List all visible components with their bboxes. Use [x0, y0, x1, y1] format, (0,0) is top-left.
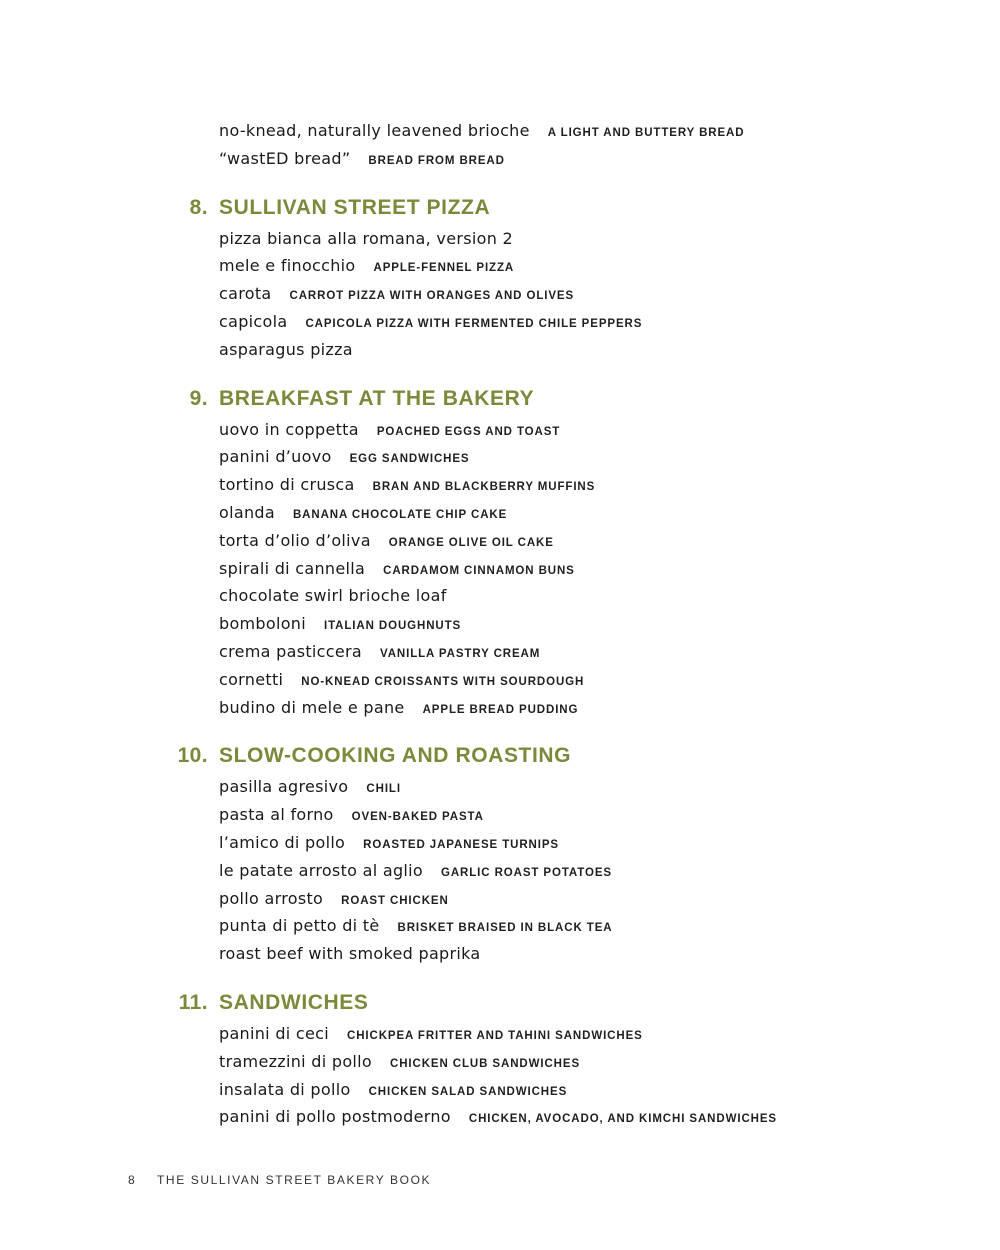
- list-item: [219, 1022, 643, 1046]
- recipe-name: crema pasticcera: [219, 642, 362, 661]
- recipe-description: POACHED EGGS AND TOAST: [376, 425, 561, 438]
- chapter-heading: [150, 741, 571, 771]
- list-item: [219, 147, 505, 171]
- recipe-description: NO-KNEAD CROISSANTS WITH SOURDOUGH: [301, 675, 585, 688]
- list-item: [219, 445, 470, 469]
- list-item: [219, 338, 353, 362]
- recipe-name: pollo arrosto: [219, 888, 324, 908]
- recipe-name: panini di pollo postmoderno: [219, 1107, 451, 1127]
- chapter-title: SULLIVAN STREET PIZZA: [219, 195, 491, 219]
- recipe-name: cornetti: [219, 669, 284, 689]
- recipe-name: uovo in coppetta: [219, 419, 359, 439]
- recipe-name: panini di ceci: [219, 1024, 329, 1043]
- chapter-heading: [150, 988, 369, 1018]
- recipe-description: CARROT PIZZA WITH ORANGES AND OLIVES: [289, 290, 575, 303]
- recipe-name: pasilla agresivo: [219, 777, 349, 797]
- list-item: [219, 418, 560, 442]
- chapter-heading: [150, 193, 490, 223]
- page-footer: [128, 1173, 431, 1187]
- recipe-description: BRISKET BRAISED IN BLACK TEA: [397, 922, 613, 935]
- list-item: [219, 1105, 777, 1129]
- recipe-name: panini d’uovo: [219, 447, 332, 467]
- recipe-name: olanda: [219, 503, 275, 522]
- list-item: [219, 282, 574, 306]
- recipe-description: CHICKEN SALAD SANDWICHES: [368, 1085, 568, 1098]
- list-item: [219, 119, 744, 143]
- list-item: [219, 473, 595, 497]
- list-item: [219, 942, 481, 966]
- list-item: [219, 612, 461, 636]
- recipe-name: mele e finocchio: [219, 256, 356, 276]
- list-item: [219, 887, 449, 911]
- recipe-description: CARDAMOM CINNAMON BUNS: [383, 564, 575, 577]
- list-item: [219, 557, 575, 581]
- chapter-number: 10.: [177, 744, 208, 768]
- list-item: [219, 668, 584, 692]
- list-item: [219, 254, 514, 278]
- recipe-name: pizza bianca alla romana, version 2: [219, 228, 513, 248]
- recipe-description: ROAST CHICKEN: [341, 894, 449, 907]
- recipe-description: ROASTED JAPANESE TURNIPS: [363, 839, 559, 851]
- list-item: [219, 501, 507, 525]
- recipe-name: “wastED bread”: [219, 148, 351, 168]
- list-item: [219, 1078, 567, 1102]
- recipe-name: l’amico di pollo: [219, 833, 346, 852]
- chapter-heading: [150, 384, 534, 414]
- recipe-name: asparagus pizza: [219, 339, 353, 359]
- recipe-name: pasta al forno: [219, 805, 334, 825]
- recipe-description: A LIGHT AND BUTTERY BREAD: [547, 127, 745, 139]
- recipe-description: BREAD FROM BREAD: [368, 154, 505, 167]
- recipe-name: chocolate swirl brioche loaf: [219, 586, 447, 606]
- recipe-name: spirali di cannella: [219, 558, 366, 578]
- chapter-number: 8.: [189, 195, 208, 219]
- list-item: [219, 584, 447, 608]
- recipe-description: BRAN AND BLACKBERRY MUFFINS: [372, 481, 596, 494]
- recipe-name: tortino di crusca: [219, 475, 355, 495]
- page-number: 8: [128, 1173, 137, 1187]
- recipe-name: bomboloni: [219, 614, 306, 634]
- list-item: [219, 640, 540, 664]
- list-item: [219, 1050, 580, 1074]
- recipe-description: CHICKEN, AVOCADO, AND KIMCHI SANDWICHES: [468, 1113, 777, 1126]
- recipe-name: tramezzini di pollo: [219, 1051, 373, 1071]
- recipe-description: BANANA CHOCOLATE CHIP CAKE: [292, 509, 508, 521]
- list-item: [219, 529, 554, 553]
- recipe-name: insalata di pollo: [219, 1079, 351, 1099]
- recipe-description: CHILI: [366, 783, 401, 796]
- recipe-name: carota: [219, 284, 272, 304]
- recipe-description: ITALIAN DOUGHNUTS: [324, 620, 462, 633]
- chapter-title: SLOW-COOKING AND ROASTING: [219, 744, 572, 768]
- list-item: [219, 859, 612, 883]
- list-item: [219, 803, 484, 827]
- recipe-description: APPLE BREAD PUDDING: [422, 703, 579, 716]
- list-item: [219, 775, 401, 799]
- recipe-description: OVEN-BAKED PASTA: [351, 811, 484, 824]
- list-item: [219, 310, 642, 334]
- list-item: [219, 696, 578, 720]
- recipe-name: budino di mele e pane: [219, 697, 405, 717]
- recipe-name: roast beef with smoked paprika: [219, 944, 481, 964]
- running-title: THE SULLIVAN STREET BAKERY BOOK: [157, 1173, 432, 1187]
- recipe-description: CHICKEN CLUB SANDWICHES: [390, 1057, 581, 1070]
- list-item: [219, 831, 559, 855]
- recipe-description: GARLIC ROAST POTATOES: [441, 866, 612, 879]
- list-item: [219, 914, 612, 938]
- chapter-number: 9.: [189, 386, 208, 410]
- recipe-description: VANILLA PASTRY CREAM: [379, 648, 541, 660]
- recipe-name: torta d’olio d’oliva: [219, 530, 371, 550]
- chapter-title: SANDWICHES: [219, 991, 369, 1014]
- list-item: [219, 227, 513, 251]
- recipe-description: CAPICOLA PIZZA WITH FERMENTED CHILE PEPPERS: [305, 318, 643, 330]
- recipe-description: APPLE-FENNEL PIZZA: [373, 262, 515, 275]
- recipe-description: CHICKPEA FRITTER AND TAHINI SANDWICHES: [347, 1030, 643, 1042]
- chapter-title: BREAKFAST AT THE BAKERY: [219, 386, 535, 410]
- recipe-name: punta di petto di tè: [219, 916, 380, 936]
- chapter-number: 11.: [178, 991, 208, 1014]
- recipe-name: le patate arrosto al aglio: [219, 860, 423, 880]
- recipe-description: ORANGE OLIVE OIL CAKE: [388, 536, 554, 549]
- recipe-name: no-knead, naturally leavened brioche: [219, 121, 530, 140]
- recipe-name: capicola: [219, 312, 288, 331]
- recipe-description: EGG SANDWICHES: [349, 453, 470, 466]
